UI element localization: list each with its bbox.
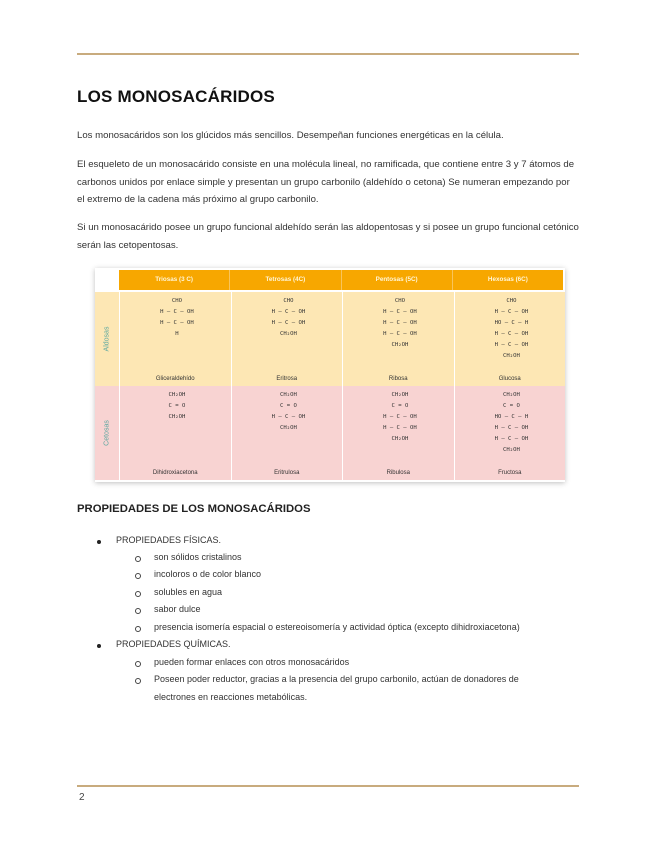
structure-formula: CH₂OH C = O H – C – OH H – C – OH CH₂OH [383, 392, 417, 442]
header-rule [77, 53, 579, 55]
circle-bullet-icon [135, 573, 141, 579]
column-header-triosas: Triosas (3 C) [119, 270, 230, 290]
column-header-tetrosas: Tetrosas (4C) [230, 270, 341, 290]
footer-rule [77, 785, 579, 787]
page-number: 2 [79, 792, 85, 803]
column-header-hexosas: Hexosas (6C) [487, 276, 528, 283]
column-header-pentosas: Pentosas (5C) [342, 270, 453, 290]
row-aldosas [95, 292, 565, 386]
molecule-name: Glucosa [498, 376, 521, 382]
molecule-name: Eritrosa [276, 376, 298, 382]
cell-eritrulosa [231, 386, 343, 480]
molecule-name: Dihidroxiacetona [152, 470, 198, 476]
bullet-icon [97, 644, 101, 648]
cell-glucosa [454, 292, 566, 386]
bullet-icon [97, 540, 101, 544]
structure-formula: CH₂OH C = O CH₂OH [168, 392, 186, 420]
circle-bullet-icon [135, 591, 141, 597]
circle-bullet-icon [135, 626, 141, 632]
structure-formula: CHO H – C – OH H – C – OH CH₂OH [271, 298, 306, 337]
structure-formula: CH₂OH C = O HO – C – H H – C – OH H – C – OH CH₂OH [494, 392, 529, 453]
structure-formula: CHO H – C – OH HO – C – H H – C – OH H – C – OH CH₂OH [494, 298, 529, 359]
molecule-name: Ribosa [388, 376, 408, 382]
structure-formula: CH₂OH C = O H – C – OH CH₂OH [271, 392, 306, 431]
page-title: LOS MONOSACÁRIDOS [77, 87, 275, 106]
structure-formula: CHO H – C – OH H – C – OH H – C – OH CH₂OH [383, 298, 417, 348]
row-label-cetosas: Cetosas [103, 420, 111, 446]
molecule-name: Fructosa [498, 470, 522, 476]
cell-ribosa [342, 292, 454, 386]
molecule-name: Ribulosa [386, 470, 410, 476]
cell-gliceraldehido [119, 292, 231, 386]
paragraph-intro: Los monosacáridos son los glúcidos más sencillos. Desempeñan funciones energéticas en la célula. [77, 130, 504, 141]
paragraph-skeleton: El esqueleto de un monosacárido consiste en una molécula lineal, no ramificada, que contiene entre 3 y 7 átomos de carbonos unidos por enlace simple y presentan un grupo carbonilo (aldehído o cetona) Se numeran empezando por el extremo de la cadena más próximo al grupo carbonilo. [77, 159, 575, 205]
cell-eritrosa [231, 292, 343, 386]
circle-bullet-icon [135, 556, 141, 562]
cell-fructosa [454, 386, 566, 480]
circle-bullet-icon [135, 678, 141, 684]
cell-ribulosa [342, 386, 454, 480]
section-subtitle: PROPIEDADES DE LOS MONOSACÁRIDOS [77, 503, 311, 515]
cell-dihidroxiacetona [119, 386, 231, 480]
paragraph-classification: Si un monosacárido posee un grupo funcional aldehído serán las aldopentosas y si posee un grupo funcional cetónico serán las cetopentosas. [77, 222, 579, 251]
circle-bullet-icon [135, 608, 141, 614]
figure-header [119, 270, 563, 290]
structure-formula: CHO H – C – OH H – C – OH H [160, 298, 194, 337]
row-label-aldosas: Aldosas [103, 326, 111, 352]
row-cetosas [95, 386, 565, 480]
monosaccharide-table-figure [95, 268, 565, 482]
molecule-name: Eritrulosa [274, 470, 300, 476]
molecule-name: Gliceraldehído [155, 376, 195, 382]
circle-bullet-icon [135, 661, 141, 667]
